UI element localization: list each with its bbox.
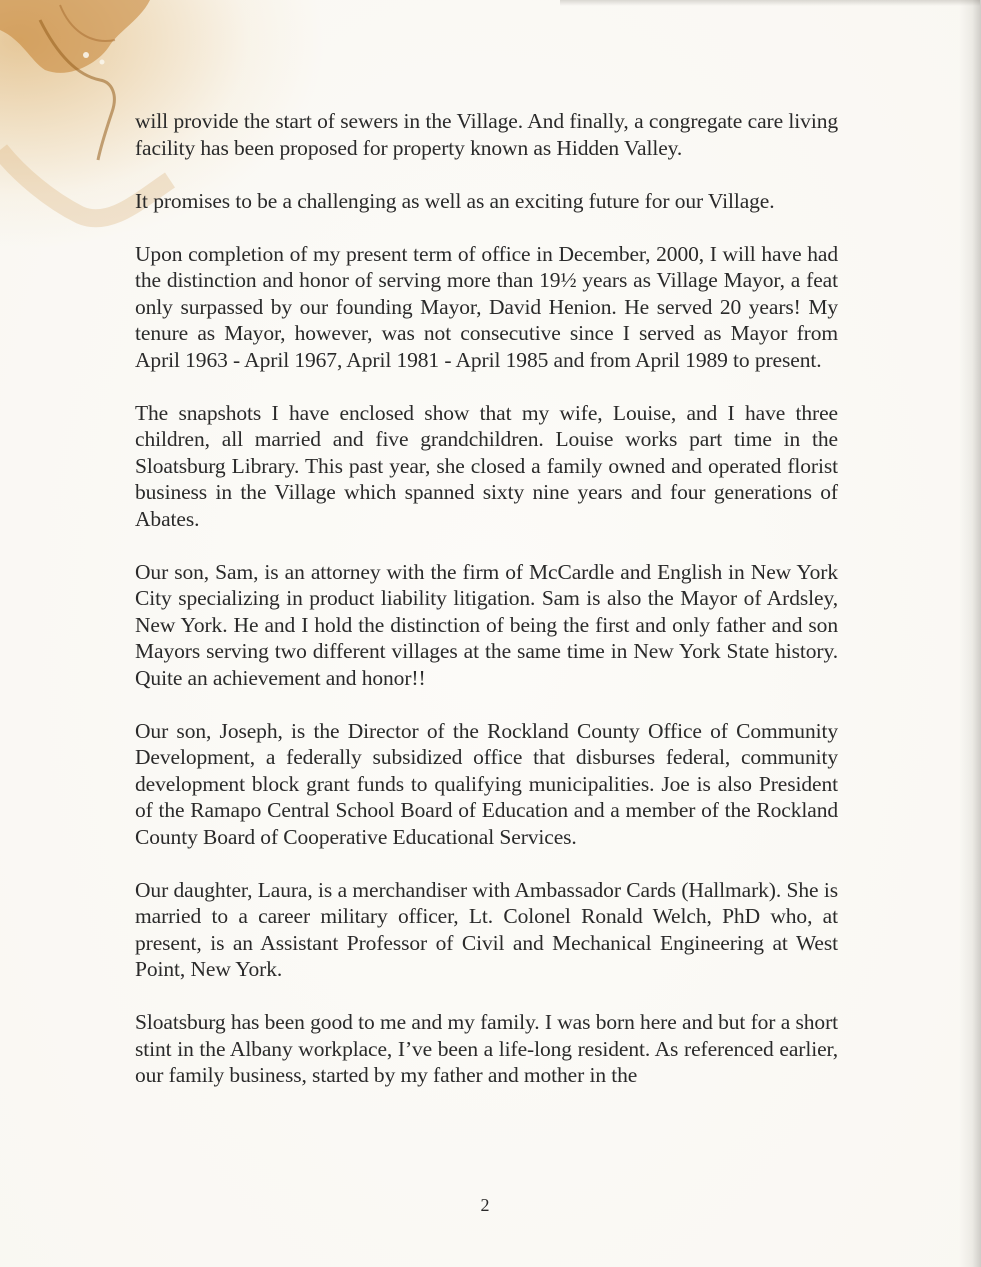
paragraph-family: The snapshots I have enclosed show that my wife, Louise, and I have three children, all married and five grandchildren. Louise works part time in the Sloatsburg Library. This past year, she closed a family owned and operated florist business in the Village which spanned sixty nine years and four generations of Abates. [135, 400, 838, 531]
paragraph-tenure: Upon completion of my present term of office in December, 2000, I will have had the distinction and honor of serving more than 19½ years as Village Mayor, a feat only surpassed by our founding Mayor, David Henion. He served 20 years! My tenure as Mayor, however, was not consecutive since I served as Mayor from April 1963 - April 1967, April 1981 - April 1985 and from April 1989 to present. [135, 241, 838, 372]
letter-body [135, 108, 838, 1115]
paper-top-edge [560, 0, 980, 6]
paper-right-shadow [959, 0, 981, 1267]
paragraph-sloatsburg: Sloatsburg has been good to me and my family. I was born here and but for a short stint in the Albany workplace, I’ve been a life-long resident. As referenced earlier, our family business, started by my father and mother in the [135, 1010, 838, 1087]
paragraph-sewers: will provide the start of sewers in the Village. And finally, a congregate care living facility has been proposed for property known as Hidden Valley. [135, 109, 838, 160]
paragraph-daughter-laura: Our daughter, Laura, is a merchandiser with Ambassador Cards (Hallmark). She is married to a career military officer, Lt. Colonel Ronald Welch, PhD who, at present, is an Assistant Professor of Civil and Mechanical Engineering at West Point, New York. [135, 877, 838, 981]
paragraph-son-sam: Our son, Sam, is an attorney with the firm of McCardle and English in New York City specializing in product liability litigation. Sam is also the Mayor of Ardsley, New York. He and I hold the distinction of being the first and only father and son Mayors serving two different villages at the same time in New York State history. Quite an achievement and honor!! [135, 559, 838, 690]
paragraph-future: It promises to be a challenging as well as an exciting future for our Village. [135, 188, 775, 213]
page-number: 2 [480, 1195, 490, 1215]
paragraph-son-joseph: Our son, Joseph, is the Director of the Rockland County Office of Community Development, a federally subsidized office that disburses federal, community development block grant funds to qualifying municipalities. Joe is also President of the Ramapo Central School Board of Education and a member of the Rockland County Board of Cooperative Educational Services. [135, 718, 838, 849]
